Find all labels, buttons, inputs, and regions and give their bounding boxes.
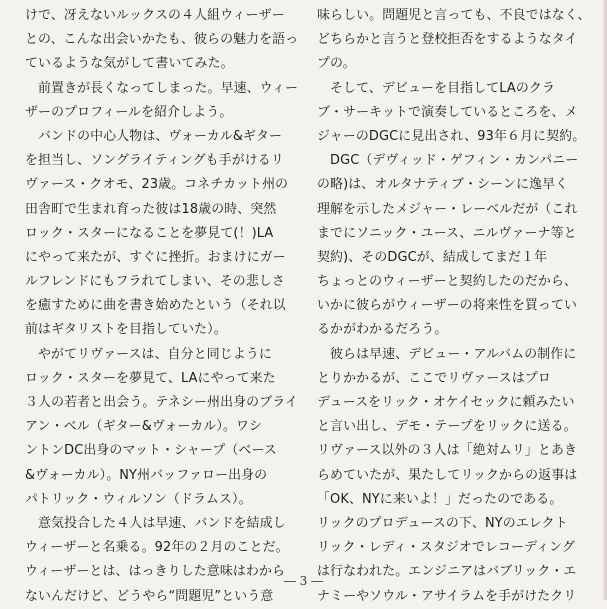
text-line: いかに彼らがウィーザーの将来性を買ってい: [317, 298, 578, 314]
text-line: ブ・サーキットで演奏しているところを、メ: [317, 104, 578, 120]
text-line: 意気投合した４人は早速、バンドを結成し: [38, 515, 286, 531]
text-line: ないんだけど、どうやら“問題児”という意: [25, 588, 274, 604]
text-line: ヴァース・クオモ、23歳。コネチカット州の: [25, 177, 289, 193]
page-number: ― 3 ―: [283, 574, 324, 588]
text-line: ントンDC出身のマット・シャープ（ベース: [25, 443, 277, 459]
text-line: どちらかと言うと登校拒否をするようなタイ: [317, 32, 578, 48]
text-line: そして、デビューを目指してLAのクラ: [330, 80, 555, 96]
text-line: を癒すために曲を書き始めたという（それ以: [25, 298, 286, 314]
text-line: 理解を示したメジャー・レーベルだが（これ: [317, 201, 578, 217]
text-line: と言い出し、デモ・テープをリックに送る。: [317, 419, 577, 435]
text-line: ウィーザーと名乗る。92年の２月のことだ。: [25, 540, 289, 556]
text-line: ちょっとのウィーザーと契約したのだから、: [317, 274, 578, 290]
text-line: &ヴォーカル）。NY州バッファロー出身の: [25, 467, 268, 483]
text-line: ３人の若者と出会う。テネシー州出身のブライ: [25, 395, 298, 410]
text-line: 前置きが長くなってしまった。早速、ウィー: [38, 80, 299, 96]
text-line: るかがわかるだろう。: [317, 322, 448, 338]
text-line: リックのプロデュースの下、NYのエレクト: [317, 515, 568, 531]
text-line: バンドの中心人物は、ヴォーカル&ギター: [38, 128, 283, 144]
text-line: を担当し、ソングライティングも手がけるリ: [25, 153, 284, 169]
text-line: 彼らは早速、デビュー・アルバムの制作に: [330, 346, 577, 362]
text-line: ナミーやソウル・アサイラムを手がけたクリ: [317, 588, 577, 604]
text-line: デュースをリック・オケイセックに頼みたい: [317, 395, 575, 410]
text-line: ルフレンドにもフラれてしまい、その悲しさ: [25, 274, 285, 290]
right-text-column: [317, 4, 592, 609]
text-line: の略)は、オルタナティブ・シーンに逸早く: [317, 177, 569, 193]
text-line: 味らしい。問題児と言っても、不良ではなく、: [317, 8, 591, 23]
text-line: 「OK、NYに来いよ！」だったのである。: [317, 491, 563, 507]
text-line: は行なわれた。エンジニアはバブリック・エ: [317, 564, 577, 580]
text-line: との、こんな出会いかたも、彼らの魅力を語っ: [25, 32, 299, 48]
text-line: ウィーザーとは、はっきりした意味はわから: [25, 564, 286, 580]
left-text-column: [25, 4, 300, 609]
text-line: らめていたが、果たしてリックからの返事は: [317, 467, 578, 483]
text-line: 契約)、そのDGCが、結成してまだ１年: [317, 249, 548, 265]
text-line: ザーのプロフィールを紹介しよう。: [25, 104, 233, 120]
text-line: とりかかるが、ここでリヴァースはプロ: [317, 370, 551, 386]
text-line: ロック・スターになることを夢見て(！)LA: [25, 225, 274, 241]
text-line: DGC（デヴィッド・ゲフィン・カンパニー: [330, 153, 579, 169]
text-line: けで、冴えないルックスの４人組ウィーザー: [25, 8, 285, 23]
text-line: ているような気がして書いてみた。: [25, 56, 234, 72]
text-line: リヴァース以外の３人は「絶対ムリ」とあき: [317, 443, 578, 459]
text-line: プの。: [317, 56, 356, 72]
scan-edge: [603, 0, 607, 600]
text-line: やがてリヴァースは、自分と同じように: [38, 346, 272, 362]
text-line: 田舎町で生まれ育った彼は18歳の時、突然: [25, 201, 277, 217]
text-line: リック・レディ・スタジオでレコーディング: [317, 540, 575, 556]
text-line: ロック・スターを夢見て、LAにやって来た: [25, 370, 276, 386]
text-line: までにソニック・ユース、ニルヴァーナ等と: [317, 225, 577, 241]
text-line: ジャーのDGCに見出され、93年６月に契約。: [317, 128, 586, 144]
text-line: アン・ベル（ギター&ヴォーカル）。ワシ: [25, 419, 263, 435]
text-line: 前はギタリストを目指していた）。: [25, 322, 227, 338]
text-line: パトリック・ウィルソン（ドラムス）。: [25, 491, 252, 507]
text-line: にやって来たが、すぐに挫折。おまけにガー: [25, 249, 286, 265]
